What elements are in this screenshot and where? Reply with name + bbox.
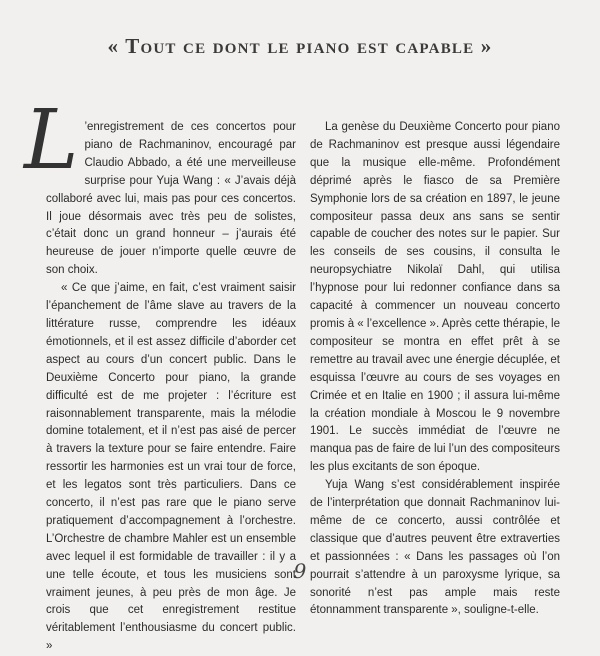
page-number: 9 [293,559,307,583]
right-column [310,119,560,620]
genesis-paragraph: La genèse du Deuxième Concerto pour piano de Rachmaninov est presque aussi légendaire que la musique elle-même. Profondément déprimé après le fiasco de sa Première Symphonie lors de sa création en 1897, le jeune compositeur passa deux ans sans se sentir capable de coucher des notes sur le papier. Sur les conseils de ses cousins, il consulta le neuropsychiatre Nikolaï Dahl, qui utilisa l’hypnose pour lui redonner confiance dans sa capacité à commencer un nouveau concerto promis à « l’excellence ». Après cette thérapie, le compositeur se montra en effet prêt à se remettre au travail avec une énergie décuplée, et esquissa l’œuvre au cours de ses voyages en Crimée et en Italie en 1900 ; il assura lui-même la création mondiale à Moscou le 9 novembre 1901. Le succès immédiat de l’œuvre ne manqua pas de faire de lui l’un des compositeurs les plus excitants de son époque. [310,121,560,474]
page-title: « Tout ce dont le piano est capable » [107,34,493,58]
drop-cap: L [24,93,79,188]
intro-paragraph-text: ’enregistrement de ces concertos pour piano de Rachmaninov, encouragé par Claudio Abbado, a été une merveilleuse surprise pour Yuja Wang : « J’avais déjà collaboré avec lui, mais pas pour ces concertos. Il joue désormais avec très peu de solistes, c’était donc un grand honneur – j’aurais été heureuse de jouer n’importe quelle œuvre de son choix. [46,121,296,277]
intro-paragraph [24,93,296,280]
interpretation-paragraph: Yuja Wang s’est considérablement inspirée de l’interprétation que donnait Rachmaninov lui-même de ce concerto, aussi contrôlée et classique que d’autres peuvent être extraverties et passionnées : « Dans les passages où l’on pourrait s’attendre à un paroxysme lyrique, sa sonorité n’est pas ample mais reste étonnamment transparente », souligne-t-elle. [310,479,560,617]
quote-paragraph: « Ce que j’aime, en fait, c’est vraiment saisir l’épanchement de l’âme slave au travers de la littérature russe, comprendre les idéaux émotionnels, et il est assez difficile d’aborder cet aspect au cours d’un concert public. Dans le Deuxième Concerto pour piano, la grande difficulté est de me projeter : l’écriture est raisonnablement transparente, mais la mélodie domine totalement, et il n’est pas aisé de percer à travers la texture pour se faire entendre. Faire ressortir les harmonies est un vrai tour de force, et les legatos sont très particuliers. Dans ce concerto, il n’est pas rare que le piano serve pratiquement d’accompagnement à l’orchestre. L’Orchestre de chambre Mahler est un ensemble avec lequel il est formidable de travailler : il y a une telle écoute, et tous les musiciens sont vraiment jeunes, à peu près de mon âge. Je crois que cet enregistrement restitue véritablement l’enthousiasme du concert public. » [46,282,296,653]
